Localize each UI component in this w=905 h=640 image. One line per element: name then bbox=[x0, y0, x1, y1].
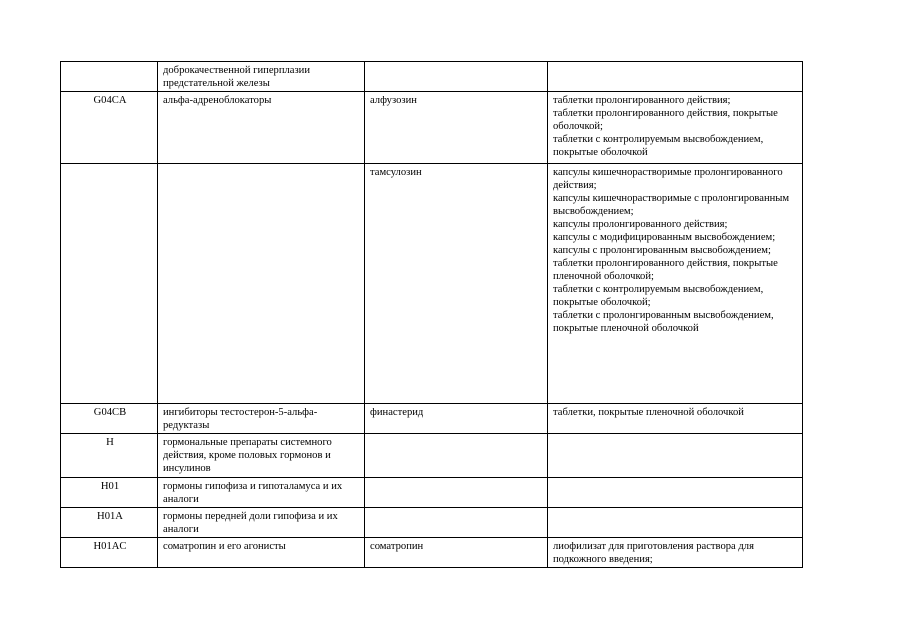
dosage-form-cell: таблетки, покрытые пленочной оболочкой bbox=[548, 404, 803, 434]
table-row bbox=[61, 404, 803, 434]
drug-name-cell: алфузозин bbox=[365, 92, 548, 164]
dosage-form-cell: лиофилизат для приготовления раствора для подкожного введения; bbox=[548, 538, 803, 568]
group-name-cell bbox=[158, 164, 365, 404]
group-name-cell: гормоны гипофиза и гипоталамуса и их аналоги bbox=[158, 478, 365, 508]
drug-name-cell: соматропин bbox=[365, 538, 548, 568]
dosage-form-cell bbox=[548, 508, 803, 538]
group-name-cell: гормоны передней доли гипофиза и их аналоги bbox=[158, 508, 365, 538]
drug-name-cell bbox=[365, 434, 548, 478]
drug-classification-table bbox=[60, 61, 803, 568]
table-row bbox=[61, 62, 803, 92]
atc-code-cell: G04CA bbox=[61, 92, 158, 164]
drug-name-cell bbox=[365, 508, 548, 538]
table-row bbox=[61, 164, 803, 404]
dosage-form-cell bbox=[548, 434, 803, 478]
drug-name-cell: тамсулозин bbox=[365, 164, 548, 404]
table-row bbox=[61, 478, 803, 508]
group-name-cell: альфа-адреноблокаторы bbox=[158, 92, 365, 164]
group-name-cell: ингибиторы тестостерон-5-альфа-редуктазы bbox=[158, 404, 365, 434]
dosage-form-cell: капсулы кишечнорастворимые пролонгированного действия; капсулы кишечнорастворимые с пролонгированным высвобождением; капсулы пролонгированного действия; капсулы с модифицированным высвобождением; капсулы с пролонгированным высвобождением; таблетки пролонгированного действия, покрытые пленочной оболочкой; таблетки с контролируемым высвобождением, покрытые оболочкой; таблетки с пролонгированным высвобождением, покрытые пленочной оболочкой bbox=[548, 164, 803, 404]
group-name-cell: соматропин и его агонисты bbox=[158, 538, 365, 568]
dosage-form-cell: таблетки пролонгированного действия; таблетки пролонгированного действия, покрытые оболочкой; таблетки с контролируемым высвобождением, покрытые оболочкой bbox=[548, 92, 803, 164]
atc-code-cell: H01 bbox=[61, 478, 158, 508]
drug-name-cell: финастерид bbox=[365, 404, 548, 434]
group-name-cell: гормональные препараты системного действия, кроме половых гормонов и инсулинов bbox=[158, 434, 365, 478]
atc-code-cell bbox=[61, 62, 158, 92]
atc-code-cell: H01AC bbox=[61, 538, 158, 568]
atc-code-cell bbox=[61, 164, 158, 404]
group-name-cell: доброкачественной гиперплазии предстательной железы bbox=[158, 62, 365, 92]
dosage-form-cell bbox=[548, 478, 803, 508]
table-row bbox=[61, 538, 803, 568]
table-row bbox=[61, 92, 803, 164]
dosage-form-cell bbox=[548, 62, 803, 92]
atc-code-cell: G04CB bbox=[61, 404, 158, 434]
table-row bbox=[61, 508, 803, 538]
drug-name-cell bbox=[365, 478, 548, 508]
atc-code-cell: H bbox=[61, 434, 158, 478]
atc-code-cell: H01A bbox=[61, 508, 158, 538]
drug-name-cell bbox=[365, 62, 548, 92]
table-row bbox=[61, 434, 803, 478]
